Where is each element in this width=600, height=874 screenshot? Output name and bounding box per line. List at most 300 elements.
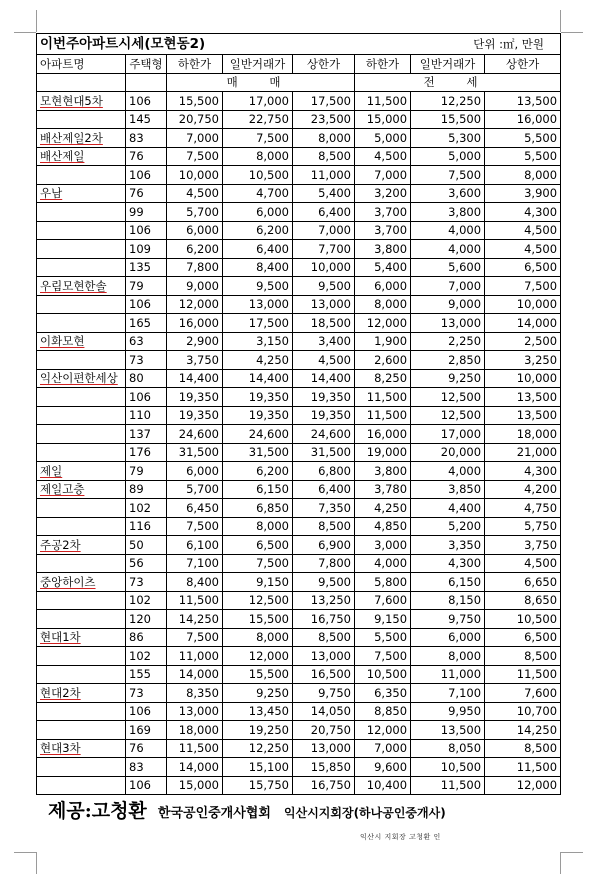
crop-mark-bottom-right-h (561, 852, 583, 853)
cell-jeonse-high: 11,500 (485, 665, 561, 684)
cell-apartment-name: 익산이편한세상 (37, 369, 126, 388)
cell-sale-high: 16,750 (293, 776, 355, 795)
cell-jeonse-avg: 4,000 (411, 462, 485, 481)
cell-jeonse-high: 8,500 (485, 647, 561, 666)
cell-sale-avg: 19,250 (223, 721, 293, 740)
cell-jeonse-low: 11,500 (355, 406, 411, 425)
cell-jeonse-low: 5,400 (355, 258, 411, 277)
cell-size: 73 (126, 684, 167, 703)
cell-jeonse-high: 13,500 (485, 406, 561, 425)
cell-jeonse-low: 2,600 (355, 351, 411, 370)
cell-size: 50 (126, 536, 167, 555)
cell-jeonse-high: 7,600 (485, 684, 561, 703)
cell-sale-high: 16,500 (293, 665, 355, 684)
table-row (37, 776, 561, 795)
cell-apartment-name: 이화모현 (37, 332, 126, 351)
section-blank (37, 73, 126, 92)
cell-apartment-name (37, 721, 126, 740)
cell-sale-low: 14,250 (167, 610, 223, 629)
cell-apartment-name: 배산제일 (37, 147, 126, 166)
cell-sale-avg: 8,000 (223, 147, 293, 166)
cell-sale-high: 14,400 (293, 369, 355, 388)
cell-sale-low: 11,000 (167, 647, 223, 666)
cell-jeonse-low: 16,000 (355, 425, 411, 444)
cell-sale-avg: 9,250 (223, 684, 293, 703)
cell-size: 89 (126, 480, 167, 499)
header-size: 주택형 (126, 55, 167, 74)
cell-jeonse-low: 10,400 (355, 776, 411, 795)
price-table (36, 33, 561, 795)
crop-mark-bottom-left (36, 852, 37, 874)
cell-jeonse-avg: 7,000 (411, 277, 485, 296)
cell-jeonse-high: 7,500 (485, 277, 561, 296)
cell-sale-low: 20,750 (167, 110, 223, 129)
cell-jeonse-high: 5,500 (485, 129, 561, 148)
cell-sale-high: 19,350 (293, 406, 355, 425)
table-row (37, 277, 561, 296)
cell-sale-low: 6,200 (167, 240, 223, 259)
cell-sale-high: 7,700 (293, 240, 355, 259)
cell-sale-high: 16,750 (293, 610, 355, 629)
cell-jeonse-low: 1,900 (355, 332, 411, 351)
cell-sale-high: 8,000 (293, 129, 355, 148)
cell-sale-avg: 31,500 (223, 443, 293, 462)
cell-sale-avg: 17,000 (223, 92, 293, 111)
cell-sale-avg: 12,500 (223, 591, 293, 610)
table-row (37, 203, 561, 222)
table-row (37, 166, 561, 185)
section-row (37, 73, 561, 92)
cell-jeonse-low: 4,250 (355, 499, 411, 518)
cell-apartment-name: 제일 (37, 462, 126, 481)
crop-mark-top-left-h (14, 32, 36, 33)
table-row (37, 351, 561, 370)
table-row (37, 110, 561, 129)
cell-sale-high: 23,500 (293, 110, 355, 129)
section-jeonse: 전 세 (355, 73, 561, 92)
cell-sale-high: 7,350 (293, 499, 355, 518)
footer (48, 796, 446, 823)
cell-jeonse-low: 5,500 (355, 628, 411, 647)
cell-apartment-name (37, 702, 126, 721)
cell-jeonse-avg: 4,300 (411, 554, 485, 573)
cell-jeonse-low: 11,500 (355, 388, 411, 407)
cell-apartment-name (37, 425, 126, 444)
cell-sale-avg: 4,250 (223, 351, 293, 370)
cell-jeonse-high: 10,500 (485, 610, 561, 629)
cell-sale-low: 15,500 (167, 92, 223, 111)
cell-sale-low: 5,700 (167, 480, 223, 499)
cell-jeonse-avg: 11,500 (411, 776, 485, 795)
cell-size: 76 (126, 739, 167, 758)
table-row (37, 665, 561, 684)
cell-size: 137 (126, 425, 167, 444)
cell-jeonse-avg: 10,500 (411, 758, 485, 777)
crop-mark-top-right (560, 10, 561, 32)
cell-jeonse-high: 2,500 (485, 332, 561, 351)
cell-apartment-name (37, 240, 126, 259)
crop-mark-top-left (36, 10, 37, 32)
cell-sale-low: 6,100 (167, 536, 223, 555)
cell-apartment-name: 주공2차 (37, 536, 126, 555)
cell-jeonse-high: 16,000 (485, 110, 561, 129)
cell-jeonse-avg: 8,000 (411, 647, 485, 666)
cell-jeonse-low: 3,780 (355, 480, 411, 499)
cell-sale-high: 17,500 (293, 92, 355, 111)
table-row (37, 499, 561, 518)
cell-jeonse-low: 5,800 (355, 573, 411, 592)
cell-sale-high: 6,900 (293, 536, 355, 555)
cell-size: 106 (126, 388, 167, 407)
cell-jeonse-low: 7,600 (355, 591, 411, 610)
cell-jeonse-low: 3,800 (355, 240, 411, 259)
cell-apartment-name (37, 517, 126, 536)
cell-jeonse-high: 8,650 (485, 591, 561, 610)
cell-sale-low: 14,400 (167, 369, 223, 388)
table-row (37, 739, 561, 758)
cell-sale-avg: 10,500 (223, 166, 293, 185)
table-row (37, 480, 561, 499)
cell-size: 165 (126, 314, 167, 333)
cell-sale-avg: 19,350 (223, 388, 293, 407)
cell-sale-low: 9,000 (167, 277, 223, 296)
cell-sale-low: 14,000 (167, 758, 223, 777)
cell-sale-high: 7,800 (293, 554, 355, 573)
header-jeonse-avg: 일반거래가 (411, 55, 485, 74)
cell-sale-low: 18,000 (167, 721, 223, 740)
cell-sale-high: 19,350 (293, 388, 355, 407)
cell-size: 169 (126, 721, 167, 740)
table-row (37, 184, 561, 203)
cell-jeonse-avg: 9,250 (411, 369, 485, 388)
cell-sale-high: 9,500 (293, 277, 355, 296)
cell-size: 155 (126, 665, 167, 684)
cell-sale-avg: 17,500 (223, 314, 293, 333)
table-row (37, 295, 561, 314)
cell-jeonse-high: 6,650 (485, 573, 561, 592)
cell-sale-low: 4,500 (167, 184, 223, 203)
cell-size: 73 (126, 573, 167, 592)
cell-jeonse-high: 4,500 (485, 221, 561, 240)
cell-jeonse-low: 7,000 (355, 739, 411, 758)
cell-jeonse-low: 8,250 (355, 369, 411, 388)
cell-sale-low: 31,500 (167, 443, 223, 462)
cell-sale-low: 24,600 (167, 425, 223, 444)
cell-jeonse-avg: 20,000 (411, 443, 485, 462)
cell-jeonse-low: 9,600 (355, 758, 411, 777)
cell-sale-avg: 24,600 (223, 425, 293, 444)
cell-sale-low: 6,450 (167, 499, 223, 518)
table-row (37, 610, 561, 629)
section-blank-size (126, 73, 167, 92)
cell-sale-avg: 13,450 (223, 702, 293, 721)
table-row (37, 129, 561, 148)
cell-sale-avg: 3,150 (223, 332, 293, 351)
cell-jeonse-avg: 13,500 (411, 721, 485, 740)
cell-jeonse-avg: 4,000 (411, 240, 485, 259)
cell-jeonse-low: 10,500 (355, 665, 411, 684)
cell-apartment-name: 우림모현한솔 (37, 277, 126, 296)
cell-jeonse-avg: 6,150 (411, 573, 485, 592)
cell-sale-high: 14,050 (293, 702, 355, 721)
cell-jeonse-high: 4,300 (485, 462, 561, 481)
cell-apartment-name (37, 314, 126, 333)
cell-sale-avg: 6,150 (223, 480, 293, 499)
cell-jeonse-high: 8,500 (485, 739, 561, 758)
cell-sale-avg: 7,500 (223, 554, 293, 573)
cell-apartment-name (37, 443, 126, 462)
cell-jeonse-avg: 5,300 (411, 129, 485, 148)
cell-sale-high: 20,750 (293, 721, 355, 740)
cell-jeonse-low: 3,000 (355, 536, 411, 555)
cell-sale-avg: 15,750 (223, 776, 293, 795)
cell-apartment-name: 우남 (37, 184, 126, 203)
cell-sale-avg: 12,250 (223, 739, 293, 758)
cell-sale-high: 8,500 (293, 517, 355, 536)
cell-apartment-name (37, 665, 126, 684)
cell-sale-low: 14,000 (167, 665, 223, 684)
cell-jeonse-low: 7,000 (355, 166, 411, 185)
cell-size: 63 (126, 332, 167, 351)
crop-mark-bottom-left-h (14, 852, 36, 853)
table-row (37, 647, 561, 666)
cell-jeonse-avg: 5,200 (411, 517, 485, 536)
cell-sale-avg: 4,700 (223, 184, 293, 203)
cell-jeonse-avg: 4,400 (411, 499, 485, 518)
cell-jeonse-low: 4,000 (355, 554, 411, 573)
table-row (37, 554, 561, 573)
cell-sale-low: 2,900 (167, 332, 223, 351)
cell-jeonse-high: 4,200 (485, 480, 561, 499)
cell-sale-avg: 6,200 (223, 221, 293, 240)
cell-jeonse-high: 11,500 (485, 758, 561, 777)
cell-jeonse-low: 12,000 (355, 721, 411, 740)
header-jeonse-low: 하한가 (355, 55, 411, 74)
cell-sale-avg: 8,000 (223, 517, 293, 536)
cell-jeonse-avg: 3,850 (411, 480, 485, 499)
cell-apartment-name (37, 647, 126, 666)
cell-size: 120 (126, 610, 167, 629)
cell-jeonse-low: 3,700 (355, 221, 411, 240)
header-sale-high: 상한가 (293, 55, 355, 74)
cell-jeonse-avg: 7,500 (411, 166, 485, 185)
cell-sale-low: 16,000 (167, 314, 223, 333)
cell-sale-high: 13,000 (293, 739, 355, 758)
cell-size: 106 (126, 295, 167, 314)
cell-jeonse-high: 14,000 (485, 314, 561, 333)
cell-apartment-name (37, 406, 126, 425)
cell-jeonse-high: 5,500 (485, 147, 561, 166)
cell-jeonse-high: 10,000 (485, 369, 561, 388)
crop-mark-top-right-h (561, 32, 583, 33)
cell-sale-low: 7,000 (167, 129, 223, 148)
crop-mark-bottom-right (560, 852, 561, 874)
cell-sale-high: 13,000 (293, 295, 355, 314)
cell-sale-avg: 22,750 (223, 110, 293, 129)
cell-jeonse-low: 8,000 (355, 295, 411, 314)
cell-jeonse-low: 9,150 (355, 610, 411, 629)
cell-size: 83 (126, 129, 167, 148)
table-row (37, 573, 561, 592)
cell-jeonse-avg: 11,000 (411, 665, 485, 684)
cell-sale-avg: 9,150 (223, 573, 293, 592)
cell-sale-avg: 15,500 (223, 610, 293, 629)
cell-jeonse-avg: 12,250 (411, 92, 485, 111)
cell-jeonse-low: 4,850 (355, 517, 411, 536)
cell-jeonse-high: 14,250 (485, 721, 561, 740)
cell-jeonse-high: 4,500 (485, 554, 561, 573)
cell-sale-low: 11,500 (167, 739, 223, 758)
cell-sale-low: 7,500 (167, 517, 223, 536)
table-row (37, 591, 561, 610)
cell-jeonse-high: 4,750 (485, 499, 561, 518)
cell-jeonse-low: 19,000 (355, 443, 411, 462)
cell-sale-avg: 6,500 (223, 536, 293, 555)
cell-size: 80 (126, 369, 167, 388)
cell-size: 110 (126, 406, 167, 425)
cell-sale-avg: 8,000 (223, 628, 293, 647)
cell-sale-high: 3,400 (293, 332, 355, 351)
cell-jeonse-avg: 9,950 (411, 702, 485, 721)
cell-sale-low: 8,400 (167, 573, 223, 592)
cell-apartment-name (37, 258, 126, 277)
cell-apartment-name: 현대2차 (37, 684, 126, 703)
cell-sale-avg: 19,350 (223, 406, 293, 425)
cell-size: 102 (126, 499, 167, 518)
cell-jeonse-avg: 5,000 (411, 147, 485, 166)
cell-sale-high: 24,600 (293, 425, 355, 444)
cell-sale-high: 6,800 (293, 462, 355, 481)
cell-jeonse-high: 12,000 (485, 776, 561, 795)
cell-sale-low: 8,350 (167, 684, 223, 703)
cell-jeonse-high: 4,300 (485, 203, 561, 222)
cell-sale-low: 10,000 (167, 166, 223, 185)
table-row (37, 758, 561, 777)
cell-size: 83 (126, 758, 167, 777)
cell-jeonse-avg: 9,000 (411, 295, 485, 314)
cell-apartment-name (37, 110, 126, 129)
cell-jeonse-high: 10,000 (485, 295, 561, 314)
cell-sale-low: 3,750 (167, 351, 223, 370)
cell-jeonse-high: 8,000 (485, 166, 561, 185)
cell-sale-avg: 6,000 (223, 203, 293, 222)
cell-sale-high: 5,400 (293, 184, 355, 203)
cell-jeonse-high: 13,500 (485, 388, 561, 407)
table-row (37, 388, 561, 407)
cell-jeonse-avg: 2,850 (411, 351, 485, 370)
cell-size: 73 (126, 351, 167, 370)
table-row (37, 462, 561, 481)
table-row (37, 536, 561, 555)
cell-size: 116 (126, 517, 167, 536)
cell-jeonse-avg: 3,350 (411, 536, 485, 555)
cell-jeonse-avg: 3,600 (411, 184, 485, 203)
cell-apartment-name (37, 554, 126, 573)
cell-size: 86 (126, 628, 167, 647)
cell-jeonse-low: 6,350 (355, 684, 411, 703)
cell-sale-avg: 7,500 (223, 129, 293, 148)
cell-sale-low: 13,000 (167, 702, 223, 721)
cell-size: 109 (126, 240, 167, 259)
cell-sale-low: 7,800 (167, 258, 223, 277)
cell-jeonse-high: 21,000 (485, 443, 561, 462)
cell-jeonse-low: 5,000 (355, 129, 411, 148)
table-row (37, 517, 561, 536)
cell-jeonse-avg: 13,000 (411, 314, 485, 333)
header-row (37, 55, 561, 74)
cell-jeonse-high: 4,500 (485, 240, 561, 259)
cell-apartment-name (37, 203, 126, 222)
cell-sale-high: 4,500 (293, 351, 355, 370)
table-row (37, 406, 561, 425)
cell-size: 106 (126, 221, 167, 240)
cell-sale-low: 11,500 (167, 591, 223, 610)
cell-apartment-name (37, 221, 126, 240)
cell-apartment-name: 중앙하이츠 (37, 573, 126, 592)
page-title: 이번주아파트시세(모현동2) (37, 34, 411, 55)
cell-jeonse-high: 3,900 (485, 184, 561, 203)
table-row (37, 702, 561, 721)
cell-size: 176 (126, 443, 167, 462)
cell-apartment-name: 모현현대5차 (37, 92, 126, 111)
cell-size: 76 (126, 147, 167, 166)
cell-jeonse-avg: 7,100 (411, 684, 485, 703)
cell-size: 79 (126, 462, 167, 481)
cell-jeonse-avg: 2,250 (411, 332, 485, 351)
signature-text: 익산시 지회장 고청환 인 (360, 833, 441, 841)
cell-sale-avg: 14,400 (223, 369, 293, 388)
cell-sale-avg: 6,400 (223, 240, 293, 259)
cell-size: 102 (126, 647, 167, 666)
cell-size: 99 (126, 203, 167, 222)
cell-sale-high: 8,500 (293, 147, 355, 166)
table-row (37, 240, 561, 259)
cell-jeonse-low: 7,500 (355, 647, 411, 666)
header-name: 아파트명 (37, 55, 126, 74)
cell-sale-high: 13,250 (293, 591, 355, 610)
cell-apartment-name (37, 591, 126, 610)
cell-size: 135 (126, 258, 167, 277)
header-sale-low: 하한가 (167, 55, 223, 74)
cell-sale-high: 9,500 (293, 573, 355, 592)
cell-sale-avg: 9,500 (223, 277, 293, 296)
cell-sale-high: 10,000 (293, 258, 355, 277)
cell-sale-avg: 6,850 (223, 499, 293, 518)
cell-jeonse-low: 8,850 (355, 702, 411, 721)
cell-sale-low: 7,500 (167, 147, 223, 166)
table-row (37, 314, 561, 333)
cell-size: 76 (126, 184, 167, 203)
cell-apartment-name (37, 499, 126, 518)
table-row (37, 721, 561, 740)
cell-jeonse-high: 6,500 (485, 628, 561, 647)
cell-sale-high: 6,400 (293, 480, 355, 499)
cell-sale-low: 19,350 (167, 388, 223, 407)
footer-provided: 제공:고청환 (48, 800, 147, 822)
table-row (37, 221, 561, 240)
cell-jeonse-low: 4,500 (355, 147, 411, 166)
table-row (37, 443, 561, 462)
cell-jeonse-high: 10,700 (485, 702, 561, 721)
table-row (37, 258, 561, 277)
cell-sale-avg: 15,100 (223, 758, 293, 777)
cell-jeonse-avg: 15,500 (411, 110, 485, 129)
cell-size: 106 (126, 92, 167, 111)
cell-jeonse-avg: 17,000 (411, 425, 485, 444)
cell-jeonse-avg: 8,050 (411, 739, 485, 758)
cell-apartment-name (37, 758, 126, 777)
cell-sale-high: 7,000 (293, 221, 355, 240)
